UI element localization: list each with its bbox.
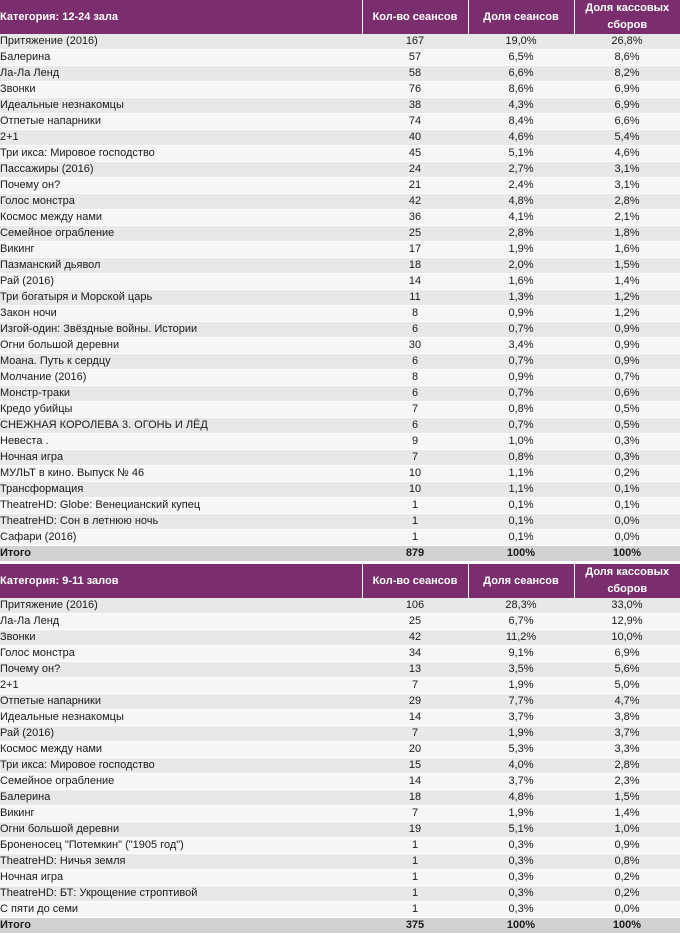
metric-cell-2: 1,1%: [468, 482, 574, 498]
metric-cell-1: 57: [362, 50, 468, 66]
table-row: [0, 34, 680, 50]
film-title-cell: Ночная игра: [0, 870, 362, 886]
table-row: [0, 450, 680, 466]
metric-cell-1: 14: [362, 710, 468, 726]
metric-cell-3: 0,2%: [574, 466, 680, 482]
metric-cell-2: 1,9%: [468, 806, 574, 822]
metric-cell-1: 7: [362, 678, 468, 694]
metric-cell-3: 4,6%: [574, 146, 680, 162]
metric-cell-2: 1,0%: [468, 434, 574, 450]
metric-cell-1: 1: [362, 498, 468, 514]
table-row: [0, 226, 680, 242]
metric-cell-2: 0,9%: [468, 370, 574, 386]
metric-cell-1: 19: [362, 822, 468, 838]
metric-cell-1: 58: [362, 66, 468, 82]
table-row: [0, 242, 680, 258]
metric-cell-1: 42: [362, 194, 468, 210]
film-title-cell: Монстр-траки: [0, 386, 362, 402]
metric-cell-1: 34: [362, 646, 468, 662]
metric-cell-2: 0,3%: [468, 838, 574, 854]
film-title-cell: Притяжение (2016): [0, 34, 362, 50]
film-title-cell: Почему он?: [0, 662, 362, 678]
metric-cell-1: 45: [362, 146, 468, 162]
table-row: [0, 498, 680, 514]
metric-cell-2: 0,9%: [468, 306, 574, 322]
metric-cell-1: 167: [362, 34, 468, 50]
film-title-cell: Три икса: Мировое господство: [0, 758, 362, 774]
table-row: [0, 210, 680, 226]
metric-cell-1: 1: [362, 530, 468, 546]
metric-cell-3: 5,4%: [574, 130, 680, 146]
metric-cell-1: 20: [362, 742, 468, 758]
metric-cell-2: 5,3%: [468, 742, 574, 758]
film-title-cell: Балерина: [0, 790, 362, 806]
film-title-cell: Рай (2016): [0, 726, 362, 742]
metric-cell-3: 0,2%: [574, 886, 680, 902]
table-row: [0, 306, 680, 322]
total-metric-3: 100%: [574, 918, 680, 934]
metric-cell-3: 6,9%: [574, 98, 680, 114]
film-title-cell: Трансформация: [0, 482, 362, 498]
metric-cell-2: 2,4%: [468, 178, 574, 194]
metric-cell-1: 8: [362, 306, 468, 322]
film-title-cell: С пяти до семи: [0, 902, 362, 918]
film-title-cell: 2+1: [0, 678, 362, 694]
metric-cell-3: 0,0%: [574, 514, 680, 530]
metric-cell-2: 0,3%: [468, 902, 574, 918]
table-row: [0, 66, 680, 82]
table-row: [0, 870, 680, 886]
section-header-row: [0, 564, 680, 598]
metric-cell-3: 12,9%: [574, 614, 680, 630]
metric-cell-1: 40: [362, 130, 468, 146]
metric-cell-2: 11,2%: [468, 630, 574, 646]
metric-cell-3: 0,3%: [574, 450, 680, 466]
film-title-cell: Идеальные незнакомцы: [0, 98, 362, 114]
total-row: [0, 918, 680, 934]
metric-cell-3: 0,2%: [574, 870, 680, 886]
table-row: [0, 886, 680, 902]
metric-cell-1: 18: [362, 790, 468, 806]
metric-cell-1: 7: [362, 806, 468, 822]
table-row: [0, 338, 680, 354]
metric-cell-3: 33,0%: [574, 598, 680, 614]
metric-cell-1: 7: [362, 402, 468, 418]
table-row: [0, 354, 680, 370]
film-title-cell: Идеальные незнакомцы: [0, 710, 362, 726]
metric-cell-2: 0,8%: [468, 402, 574, 418]
metric-cell-1: 74: [362, 114, 468, 130]
metric-cell-1: 14: [362, 274, 468, 290]
metric-cell-2: 0,1%: [468, 530, 574, 546]
metric-cell-2: 9,1%: [468, 646, 574, 662]
table-row: [0, 290, 680, 306]
table-row: [0, 530, 680, 546]
metric-cell-1: 38: [362, 98, 468, 114]
metric-cell-2: 2,8%: [468, 226, 574, 242]
section-category-label: Категория: 12-24 зала: [0, 0, 362, 34]
metric-cell-2: 3,7%: [468, 710, 574, 726]
film-title-cell: Космос между нами: [0, 742, 362, 758]
table-row: [0, 482, 680, 498]
metric-cell-1: 1: [362, 514, 468, 530]
film-title-cell: Броненосец "Потемкин" ("1905 год"): [0, 838, 362, 854]
table-row: [0, 178, 680, 194]
column-header-3: Доля кассовых сборов: [574, 564, 680, 598]
metric-cell-3: 0,5%: [574, 418, 680, 434]
metric-cell-1: 6: [362, 418, 468, 434]
metric-cell-3: 1,2%: [574, 290, 680, 306]
table-row: [0, 130, 680, 146]
metric-cell-1: 42: [362, 630, 468, 646]
metric-cell-1: 6: [362, 354, 468, 370]
table-row: [0, 822, 680, 838]
table-row: [0, 726, 680, 742]
metric-cell-3: 0,9%: [574, 338, 680, 354]
metric-cell-1: 21: [362, 178, 468, 194]
metric-cell-2: 19,0%: [468, 34, 574, 50]
metric-cell-2: 5,1%: [468, 822, 574, 838]
film-title-cell: Викинг: [0, 242, 362, 258]
film-title-cell: Ла-Ла Ленд: [0, 614, 362, 630]
metric-cell-3: 8,2%: [574, 66, 680, 82]
metric-cell-3: 0,9%: [574, 838, 680, 854]
table-row: [0, 774, 680, 790]
metric-cell-1: 17: [362, 242, 468, 258]
metric-cell-1: 11: [362, 290, 468, 306]
column-header-1: Кол-во сеансов: [362, 564, 468, 598]
film-title-cell: Семейное ограбление: [0, 226, 362, 242]
table-row: [0, 790, 680, 806]
film-title-cell: Почему он?: [0, 178, 362, 194]
metric-cell-3: 3,1%: [574, 178, 680, 194]
metric-cell-1: 1: [362, 854, 468, 870]
film-title-cell: Отпетые напарники: [0, 694, 362, 710]
table-row: [0, 418, 680, 434]
metric-cell-1: 6: [362, 322, 468, 338]
metric-cell-2: 0,7%: [468, 386, 574, 402]
total-metric-3: 100%: [574, 546, 680, 562]
film-title-cell: Голос монстра: [0, 194, 362, 210]
metric-cell-2: 6,5%: [468, 50, 574, 66]
metric-cell-1: 10: [362, 482, 468, 498]
table-row: [0, 162, 680, 178]
film-title-cell: Притяжение (2016): [0, 598, 362, 614]
table-row: [0, 758, 680, 774]
metric-cell-3: 1,6%: [574, 242, 680, 258]
metric-cell-3: 2,3%: [574, 774, 680, 790]
table-row: [0, 614, 680, 630]
table-row: [0, 386, 680, 402]
film-title-cell: Ла-Ла Ленд: [0, 66, 362, 82]
table-row: [0, 114, 680, 130]
total-metric-2: 100%: [468, 918, 574, 934]
film-title-cell: TheatreHD: Ничья земля: [0, 854, 362, 870]
table-row: [0, 806, 680, 822]
metric-cell-2: 0,3%: [468, 854, 574, 870]
metric-cell-2: 0,1%: [468, 498, 574, 514]
metric-cell-3: 0,1%: [574, 498, 680, 514]
film-title-cell: Звонки: [0, 82, 362, 98]
film-title-cell: Викинг: [0, 806, 362, 822]
metric-cell-1: 106: [362, 598, 468, 614]
table-row: [0, 466, 680, 482]
metric-cell-3: 6,9%: [574, 646, 680, 662]
metric-cell-2: 4,8%: [468, 194, 574, 210]
table-row: [0, 598, 680, 614]
metric-cell-3: 1,5%: [574, 258, 680, 274]
metric-cell-2: 1,9%: [468, 726, 574, 742]
metric-cell-2: 0,3%: [468, 870, 574, 886]
total-metric-1: 375: [362, 918, 468, 934]
film-title-cell: Три икса: Мировое господство: [0, 146, 362, 162]
table-row: [0, 694, 680, 710]
film-title-cell: Космос между нами: [0, 210, 362, 226]
metric-cell-3: 1,0%: [574, 822, 680, 838]
total-metric-1: 879: [362, 546, 468, 562]
metric-cell-3: 2,8%: [574, 194, 680, 210]
film-title-cell: Три богатыря и Морской царь: [0, 290, 362, 306]
metric-cell-2: 4,0%: [468, 758, 574, 774]
metric-cell-1: 6: [362, 386, 468, 402]
total-label: Итого: [0, 918, 362, 934]
table-row: [0, 146, 680, 162]
metric-cell-2: 0,1%: [468, 514, 574, 530]
table-row: [0, 194, 680, 210]
metric-cell-2: 6,6%: [468, 66, 574, 82]
metric-cell-3: 8,6%: [574, 50, 680, 66]
metric-cell-3: 3,3%: [574, 742, 680, 758]
film-title-cell: Изгой-один: Звёздные войны. Истории: [0, 322, 362, 338]
metric-cell-3: 2,8%: [574, 758, 680, 774]
metric-cell-3: 1,2%: [574, 306, 680, 322]
metric-cell-2: 6,7%: [468, 614, 574, 630]
film-title-cell: МУЛЬТ в кино. Выпуск № 46: [0, 466, 362, 482]
metric-cell-3: 3,8%: [574, 710, 680, 726]
metric-cell-2: 4,8%: [468, 790, 574, 806]
metric-cell-3: 6,9%: [574, 82, 680, 98]
table-row: [0, 50, 680, 66]
film-title-cell: TheatreHD: Сон в летнюю ночь: [0, 514, 362, 530]
table-row: [0, 322, 680, 338]
film-title-cell: Семейное ограбление: [0, 774, 362, 790]
metric-cell-1: 8: [362, 370, 468, 386]
metric-cell-1: 7: [362, 726, 468, 742]
metric-cell-3: 0,3%: [574, 434, 680, 450]
film-title-cell: Пазманский дьявол: [0, 258, 362, 274]
metric-cell-2: 4,3%: [468, 98, 574, 114]
metric-cell-3: 6,6%: [574, 114, 680, 130]
total-label: Итого: [0, 546, 362, 562]
table-row: [0, 630, 680, 646]
metric-cell-2: 3,5%: [468, 662, 574, 678]
metric-cell-3: 0,0%: [574, 902, 680, 918]
metric-cell-2: 2,7%: [468, 162, 574, 178]
total-row: [0, 546, 680, 562]
metric-cell-3: 3,1%: [574, 162, 680, 178]
film-title-cell: Огни большой деревни: [0, 822, 362, 838]
table-row: [0, 838, 680, 854]
metric-cell-2: 8,6%: [468, 82, 574, 98]
metric-cell-2: 8,4%: [468, 114, 574, 130]
metric-cell-1: 25: [362, 226, 468, 242]
film-title-cell: Рай (2016): [0, 274, 362, 290]
metric-cell-2: 0,3%: [468, 886, 574, 902]
table-row: [0, 514, 680, 530]
metric-cell-1: 1: [362, 902, 468, 918]
metric-cell-2: 0,7%: [468, 354, 574, 370]
metric-cell-1: 14: [362, 774, 468, 790]
metric-cell-3: 5,0%: [574, 678, 680, 694]
metric-cell-1: 29: [362, 694, 468, 710]
film-title-cell: Балерина: [0, 50, 362, 66]
table-row: [0, 646, 680, 662]
metric-cell-2: 2,0%: [468, 258, 574, 274]
film-title-cell: Отпетые напарники: [0, 114, 362, 130]
metric-cell-1: 18: [362, 258, 468, 274]
metric-cell-2: 7,7%: [468, 694, 574, 710]
table-row: [0, 678, 680, 694]
film-title-cell: TheatreHD: Globe: Венецианский купец: [0, 498, 362, 514]
metric-cell-2: 4,1%: [468, 210, 574, 226]
metric-cell-2: 0,7%: [468, 322, 574, 338]
table-row: [0, 662, 680, 678]
table-row: [0, 742, 680, 758]
metric-cell-2: 28,3%: [468, 598, 574, 614]
film-title-cell: Моана. Путь к сердцу: [0, 354, 362, 370]
film-title-cell: Невеста .: [0, 434, 362, 450]
metric-cell-1: 10: [362, 466, 468, 482]
metric-cell-3: 2,1%: [574, 210, 680, 226]
metric-cell-3: 0,5%: [574, 402, 680, 418]
column-header-3: Доля кассовых сборов: [574, 0, 680, 34]
metric-cell-3: 0,9%: [574, 354, 680, 370]
metric-cell-2: 1,6%: [468, 274, 574, 290]
metric-cell-1: 7: [362, 450, 468, 466]
metric-cell-3: 0,1%: [574, 482, 680, 498]
metric-cell-2: 1,9%: [468, 242, 574, 258]
film-title-cell: Пассажиры (2016): [0, 162, 362, 178]
metric-cell-3: 0,0%: [574, 530, 680, 546]
section-category-label: Категория: 9-11 залов: [0, 564, 362, 598]
metric-cell-1: 15: [362, 758, 468, 774]
film-title-cell: Молчание (2016): [0, 370, 362, 386]
metric-cell-3: 10,0%: [574, 630, 680, 646]
table-row: [0, 82, 680, 98]
metric-cell-3: 1,8%: [574, 226, 680, 242]
section-header-row: [0, 0, 680, 34]
metric-cell-1: 1: [362, 886, 468, 902]
metric-cell-1: 13: [362, 662, 468, 678]
table-row: [0, 98, 680, 114]
film-title-cell: СНЕЖНАЯ КОРОЛЕВА 3. ОГОНЬ И ЛЁД: [0, 418, 362, 434]
table-row: [0, 434, 680, 450]
metric-cell-2: 0,8%: [468, 450, 574, 466]
table-row: [0, 370, 680, 386]
metric-cell-2: 4,6%: [468, 130, 574, 146]
metric-cell-1: 1: [362, 838, 468, 854]
metric-cell-3: 1,5%: [574, 790, 680, 806]
metric-cell-3: 1,4%: [574, 274, 680, 290]
metric-cell-3: 3,7%: [574, 726, 680, 742]
film-title-cell: 2+1: [0, 130, 362, 146]
metric-cell-2: 5,1%: [468, 146, 574, 162]
table-row: [0, 258, 680, 274]
film-title-cell: Сафари (2016): [0, 530, 362, 546]
film-title-cell: Голос монстра: [0, 646, 362, 662]
total-metric-2: 100%: [468, 546, 574, 562]
metric-cell-2: 3,7%: [468, 774, 574, 790]
metric-cell-3: 0,7%: [574, 370, 680, 386]
film-title-cell: TheatreHD: БТ: Укрощение строптивой: [0, 886, 362, 902]
metric-cell-1: 36: [362, 210, 468, 226]
film-title-cell: Огни большой деревни: [0, 338, 362, 354]
metric-cell-2: 1,3%: [468, 290, 574, 306]
column-header-2: Доля сеансов: [468, 564, 574, 598]
metric-cell-2: 1,1%: [468, 466, 574, 482]
metric-cell-2: 3,4%: [468, 338, 574, 354]
metric-cell-3: 0,6%: [574, 386, 680, 402]
metric-cell-1: 25: [362, 614, 468, 630]
metric-cell-1: 1: [362, 870, 468, 886]
metric-cell-3: 1,4%: [574, 806, 680, 822]
metric-cell-1: 9: [362, 434, 468, 450]
metric-cell-1: 30: [362, 338, 468, 354]
column-header-2: Доля сеансов: [468, 0, 574, 34]
film-title-cell: Звонки: [0, 630, 362, 646]
metric-cell-1: 76: [362, 82, 468, 98]
table-row: [0, 854, 680, 870]
metric-cell-3: 0,8%: [574, 854, 680, 870]
film-title-cell: Закон ночи: [0, 306, 362, 322]
table-row: [0, 274, 680, 290]
table-row: [0, 710, 680, 726]
metric-cell-3: 26,8%: [574, 34, 680, 50]
metric-cell-2: 1,9%: [468, 678, 574, 694]
metric-cell-3: 0,9%: [574, 322, 680, 338]
film-title-cell: Ночная игра: [0, 450, 362, 466]
film-title-cell: Кредо убийцы: [0, 402, 362, 418]
metric-cell-3: 4,7%: [574, 694, 680, 710]
metric-cell-1: 24: [362, 162, 468, 178]
column-header-1: Кол-во сеансов: [362, 0, 468, 34]
table-row: [0, 902, 680, 918]
metric-cell-3: 5,6%: [574, 662, 680, 678]
metric-cell-2: 0,7%: [468, 418, 574, 434]
table-row: [0, 402, 680, 418]
